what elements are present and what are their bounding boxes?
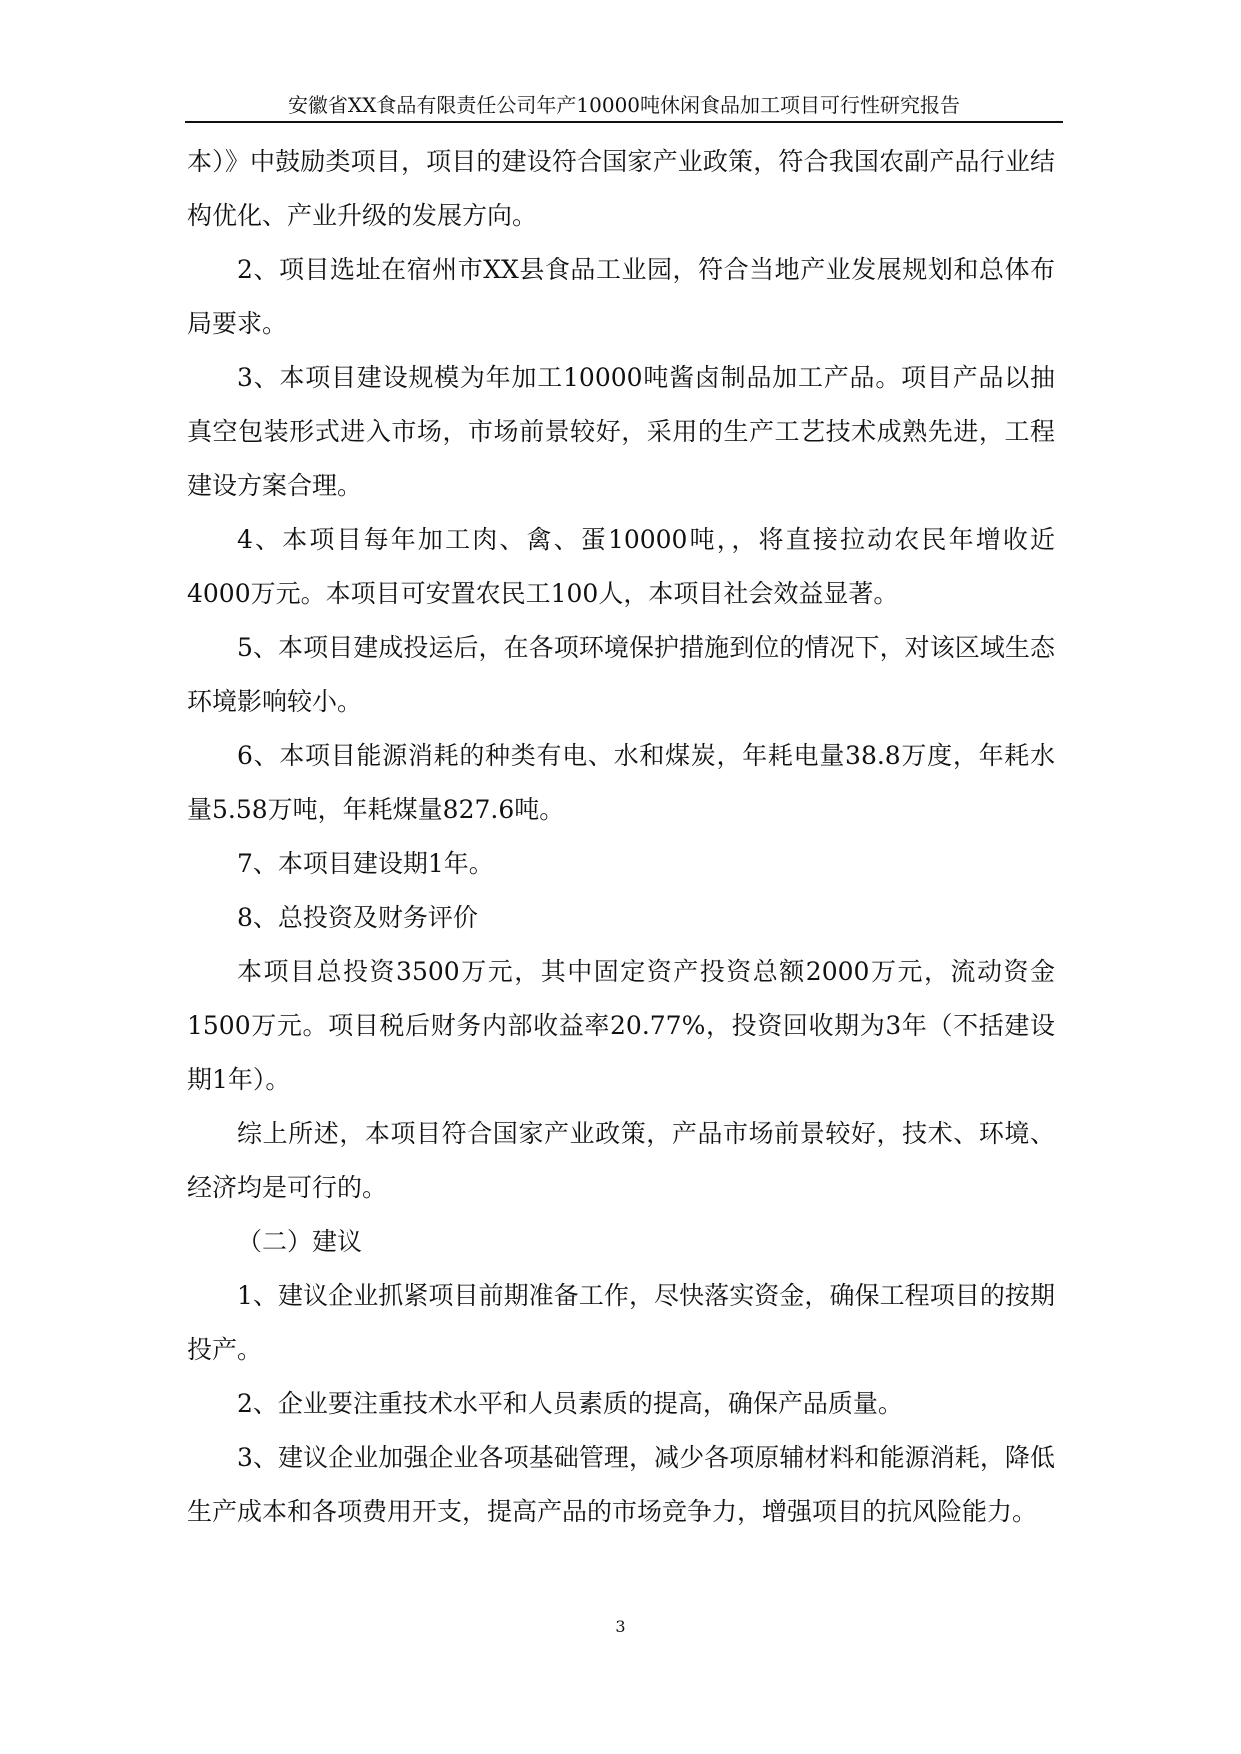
paragraph-summary: 综上所述，本项目符合国家产业政策，产品市场前景较好，技术、环境、经济均是可行的。 xyxy=(187,1119,1055,1202)
paragraph-continuation: 本）》中鼓励类项目，项目的建设符合国家产业政策，符合我国农副产品行业结构优化、产业升级的发展方向。 xyxy=(187,147,1055,230)
suggestion-item-3: 3、建议企业加强企业各项基础管理，减少各项原辅材料和能源消耗，降低生产成本和各项费用开支，提高产品的市场竞争力，增强项目的抗风险能力。 xyxy=(187,1443,1055,1526)
paragraph-item-4: 4、本项目每年加工肉、禽、蛋10000吨，，将直接拉动农民年增收近4000万元。本项目可安置农民工100人，本项目社会效益显著。 xyxy=(187,525,1055,608)
document-body xyxy=(187,135,1055,1539)
paragraph-item-7: 7、本项目建设期1年。 xyxy=(237,849,494,878)
paragraph-item-8-heading: 8、总投资及财务评价 xyxy=(237,903,478,932)
suggestion-item-2: 2、企业要注重技术水平和人员素质的提高，确保产品质量。 xyxy=(237,1389,903,1418)
paragraph-item-6: 6、本项目能源消耗的种类有电、水和煤炭，年耗电量38.8万度，年耗水量5.58万吨，年耗煤量827.6吨。 xyxy=(187,741,1055,824)
paragraph-item-2: 2、项目选址在宿州市XX县食品工业园，符合当地产业发展规划和总体布局要求。 xyxy=(187,255,1055,338)
header-divider xyxy=(185,121,1063,123)
suggestion-item-1: 1、建议企业抓紧项目前期准备工作，尽快落实资金，确保工程项目的按期投产。 xyxy=(187,1281,1055,1364)
paragraph-item-3: 3、本项目建设规模为年加工10000吨酱卤制品加工产品。项目产品以抽真空包装形式进入市场，市场前景较好，采用的生产工艺技术成熟先进，工程建设方案合理。 xyxy=(187,363,1055,500)
section-heading-suggestions: （二）建议 xyxy=(237,1227,363,1256)
page-header-title: 安徽省XX食品有限责任公司年产10000吨休闲食品加工项目可行性研究报告 xyxy=(287,93,961,117)
paragraph-item-5: 5、本项目建成投运后，在各项环境保护措施到位的情况下，对该区域生态环境影响较小。 xyxy=(187,633,1055,716)
page-number: 3 xyxy=(615,1617,626,1636)
paragraph-investment: 本项目总投资3500万元，其中固定资产投资总额2000万元，流动资金1500万元。项目税后财务内部收益率20.77%，投资回收期为3年（不括建设期1年）。 xyxy=(187,957,1055,1094)
